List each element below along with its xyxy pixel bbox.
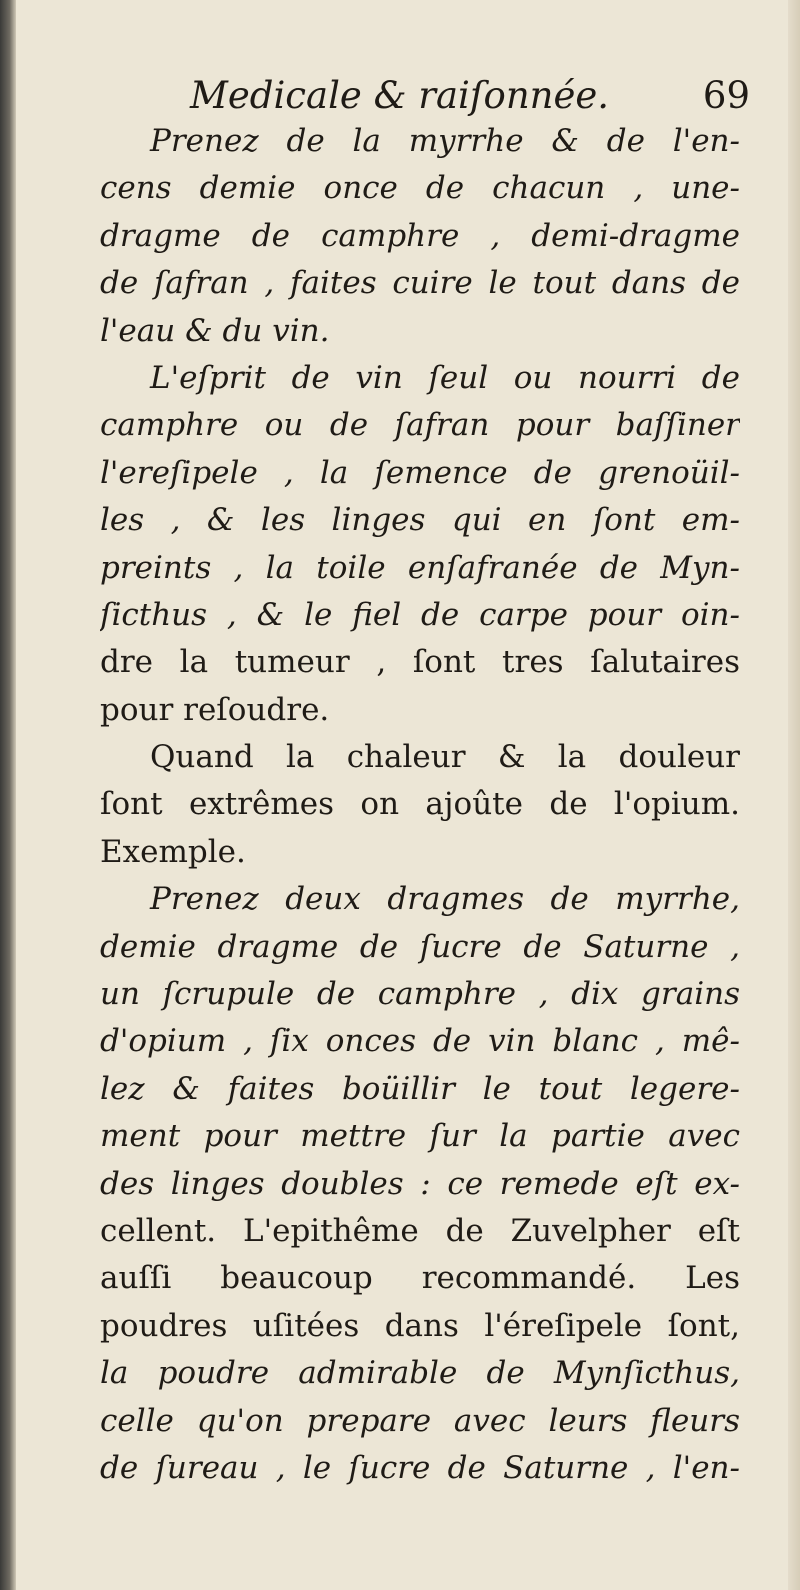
text-line: l'eau & du vin. [100,312,330,349]
text-line: L'eſprit de vin ſeul ou nourri de [150,359,740,396]
text-line: d'opium , ſix onces de vin blanc , mê- [100,1023,740,1060]
text-line: auſſi beaucoup recommandé. Les [100,1260,740,1297]
text-line: l'ereſipele , la ſemence de grenoüil- [100,454,740,491]
text-line: de ſafran , faites cuire le tout dans de [100,265,740,302]
text-line: ſicthus , & le fiel de carpe pour oin- [100,596,740,633]
book-spine-shadow [0,0,16,1590]
text-line: dre la tumeur , ſont tres ſalutaires [100,644,740,681]
text-line: pour reſoudre. [100,691,330,728]
text-line: poudres uſitées dans l'éreſipele ſont, [100,1307,740,1344]
text-line: la poudre admirable de Mynſicthus, [100,1355,740,1392]
text-line: camphre ou de ſafran pour baſſiner [100,407,740,444]
text-line: Prenez deux dragmes de myrrhe, [150,881,740,918]
page-edge [788,0,800,1590]
text-line: ment pour mettre ſur la partie avec [100,1118,740,1155]
text-line: des linges doubles : ce remede eſt ex- [100,1165,740,1202]
text-line: ſont extrêmes on ajoûte de l'opium. [100,786,740,823]
text-line: Exemple. [100,833,246,870]
text-line: Prenez de la myrrhe & de l'en- [150,123,740,159]
text-line: lez & faites boüillir le tout legere- [100,1070,740,1107]
text-line: les , & les linges qui en ſont em- [100,502,740,539]
text-line: celle qu'on prepare avec leurs fleurs [100,1402,740,1439]
text-line: Quand la chaleur & la douleur [150,739,740,776]
text-line: cellent. L'epithême de Zuvelpher eſt [100,1212,740,1249]
text-line: preints , la toile enſafranée de Myn- [100,549,740,586]
text-line: de ſureau , le ſucre de Saturne , l'en- [100,1449,740,1486]
body-text [100,118,740,1492]
text-line: cens demie once de chacun , une- [100,170,740,207]
running-title: Medicale & raiſonnée. [190,74,610,117]
text-line: dragme de camphre , demi-dragme [100,217,740,254]
running-header [190,74,750,124]
page-number: 69 [702,74,750,117]
text-line: un ſcrupule de camphre , dix grains [100,976,740,1013]
text-line: demie dragme de ſucre de Saturne , [100,928,740,965]
